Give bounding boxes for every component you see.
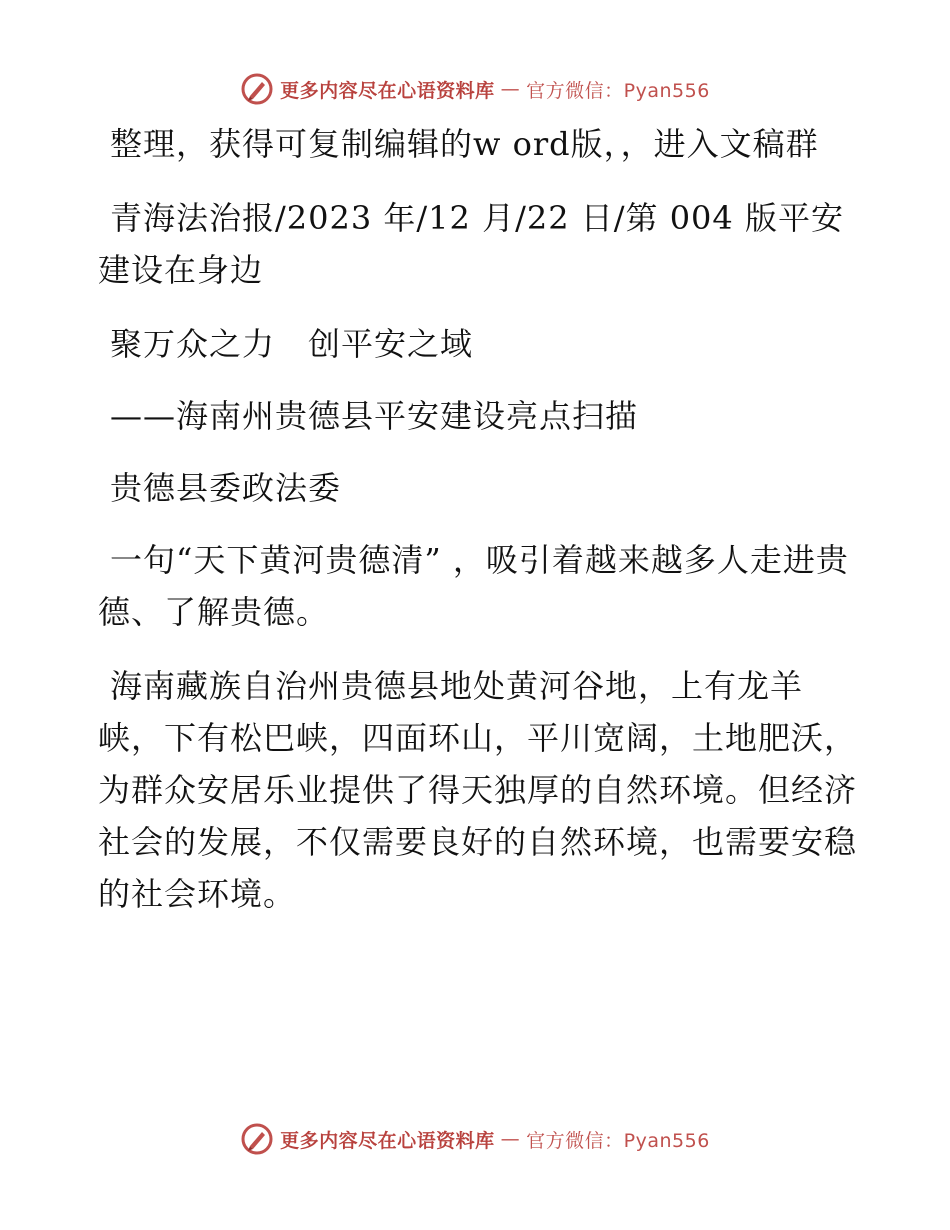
document-body	[98, 118, 858, 942]
source-line: 青海法治报/2023 年/12 月/22 日/第 004 版平安建设在身边	[98, 199, 844, 289]
body-paragraph-2: 海南藏族自治州贵德县地处黄河谷地，上有龙羊峡，下有松巴峡，四面环山，平川宽阔，土地肥沃，为群众安居乐业提供了得天独厚的自然环境。但经济社会的发展，不仅需要良好的自然环境，也需要安稳的社会环境。	[98, 667, 858, 913]
header-watermark-banner	[0, 72, 950, 106]
article-author: 贵德县委政法委	[110, 469, 342, 507]
banner-text: 更多内容尽在心语资料库	[280, 1129, 495, 1152]
article-subtitle: ——海南州贵德县平安建设亮点扫描	[110, 397, 639, 435]
pen-logo-icon	[240, 1122, 274, 1156]
pen-logo-icon	[240, 72, 274, 106]
footer-watermark-banner	[0, 1122, 950, 1156]
body-paragraph-1: 一句“天下黄河贵德清” ，吸引着越来越多人走进贵德、了解贵德。	[98, 541, 849, 631]
banner-contact: 官方微信：Pyan556	[526, 1129, 710, 1152]
intro-note: 整理，获得可复制编辑的w ord版，，进入文稿群	[110, 125, 819, 163]
banner-separator: —	[500, 78, 521, 100]
banner-text: 更多内容尽在心语资料库	[280, 79, 495, 102]
banner-contact: 官方微信：Pyan556	[526, 79, 710, 102]
article-title: 聚万众之力 创平安之域	[110, 325, 474, 363]
banner-separator: —	[500, 1128, 521, 1150]
